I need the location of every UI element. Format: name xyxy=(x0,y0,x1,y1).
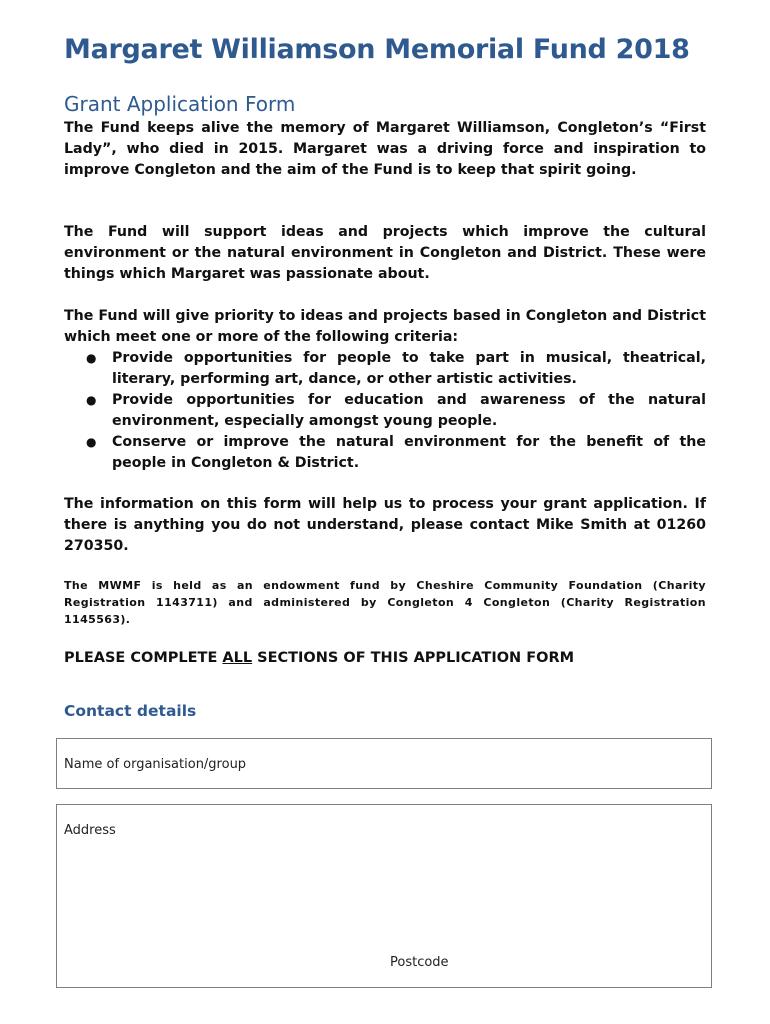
bullet-icon: ● xyxy=(86,393,97,407)
contact-details-heading: Contact details xyxy=(64,702,197,720)
intro-paragraph-memory: The Fund keeps alive the memory of Margaret Williamson, Congleton’s “First Lady”, who died in 2015. Margaret was a driving force and inspiration to improve Congleton and the aim of the Fund is to keep that spirit going. xyxy=(64,120,706,178)
postcode-label: Postcode xyxy=(390,955,449,970)
registration-note: The MWMF is held as an endowment fund by Cheshire Community Foundation (Charity Registration 1143711) and administered by Congleton 4 Congleton (Charity Registration 1145563). xyxy=(64,579,706,626)
instruction-emphasis: ALL xyxy=(222,650,253,666)
instruction-after: SECTIONS OF THIS APPLICATION FORM xyxy=(252,650,575,666)
bullet-icon: ● xyxy=(86,435,97,449)
bullet-icon: ● xyxy=(86,351,97,365)
list-item xyxy=(64,390,706,432)
criteria-list xyxy=(64,348,706,474)
criteria-text: Provide opportunities for people to take part in musical, theatrical, literary, performing art, dance, or other artistic activities. xyxy=(112,350,706,387)
contact-info-paragraph: The information on this form will help us to process your grant application. If there is anything you do not understand, please contact Mike Smith at 01260 270350. xyxy=(64,496,706,554)
complete-all-instruction xyxy=(64,650,574,666)
form-subtitle: Grant Application Form xyxy=(64,92,296,116)
address-label: Address xyxy=(64,823,116,838)
organisation-name-field[interactable] xyxy=(56,738,712,789)
list-item xyxy=(64,432,706,474)
organisation-name-label: Name of organisation/group xyxy=(64,757,247,772)
intro-paragraph-support: The Fund will support ideas and projects which improve the cultural environment or the natural environment in Congleton and District. These were things which Margaret was passionate about. xyxy=(64,224,706,282)
page-title: Margaret Williamson Memorial Fund 2018 xyxy=(64,34,690,65)
address-field[interactable] xyxy=(56,804,712,988)
criteria-text: Provide opportunities for education and awareness of the natural environment, especially amongst young people. xyxy=(112,392,706,429)
list-item xyxy=(64,348,706,390)
instruction-before: PLEASE COMPLETE xyxy=(64,650,223,666)
intro-paragraph-priority: The Fund will give priority to ideas and projects based in Congleton and District which meet one or more of the following criteria: xyxy=(64,308,706,345)
criteria-text: Conserve or improve the natural environment for the benefit of the people in Congleton & District. xyxy=(112,434,706,471)
